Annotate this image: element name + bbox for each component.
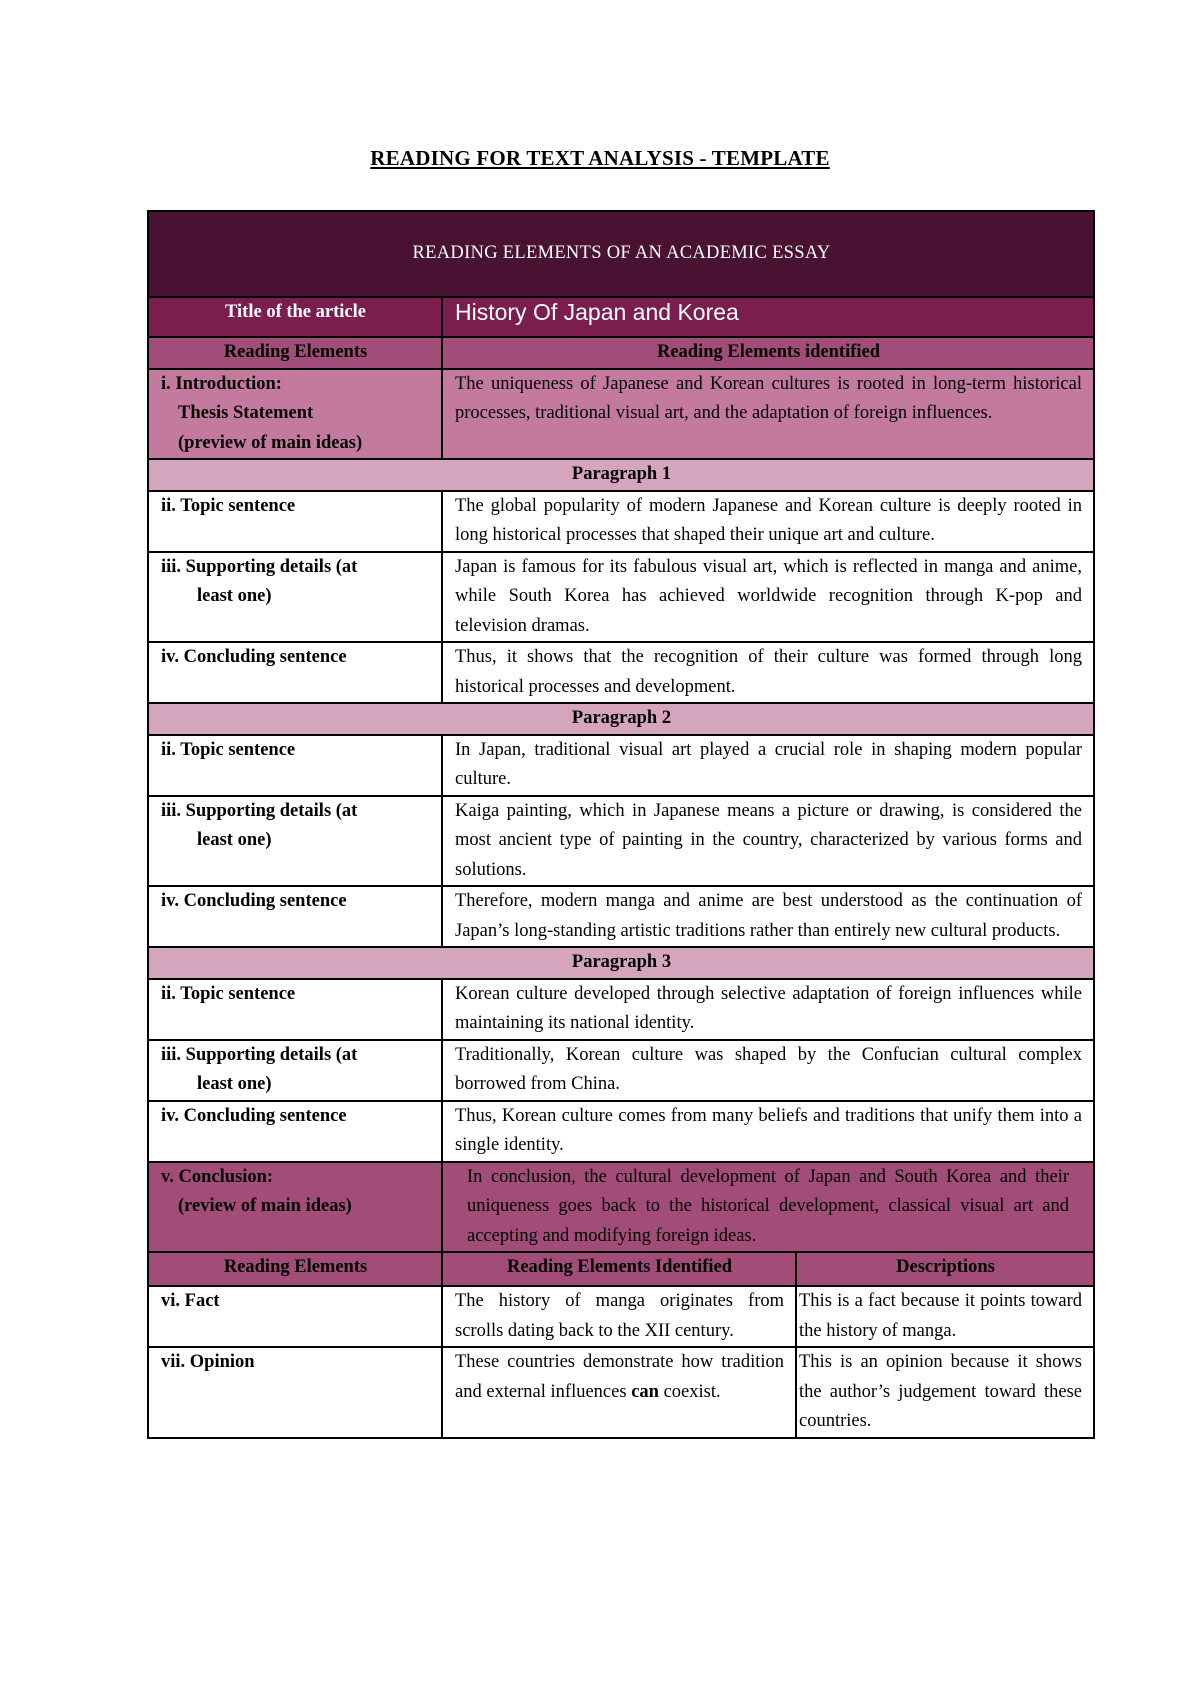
paragraph-1-concluding-row [148, 642, 1094, 703]
conclusion-text: In conclusion, the cultural development of Japan and South Korea and their uniqueness goes back to the historical development, classical visual art and accepting and modifying foreign ideas. [442, 1162, 1094, 1253]
support-label-line2: least one) [197, 830, 272, 850]
fact-identified: The history of manga originates from scrolls dating back to the XII century. [442, 1286, 796, 1347]
fact-row [148, 1286, 1094, 1347]
fact-description: This is a fact because it points toward the history of manga. [796, 1286, 1094, 1347]
paragraph-2-topic-row [148, 735, 1094, 796]
topic-label: ii. Topic sentence [148, 979, 442, 1040]
paragraph-1-heading-row [148, 459, 1094, 491]
bottom-col-identified: Reading Elements Identified [442, 1252, 796, 1286]
opinion-text-pre: These countries demonstrate how tradition and external influences [455, 1352, 784, 1402]
bottom-col-descriptions: Descriptions [796, 1252, 1094, 1286]
title-row [148, 297, 1094, 337]
paragraph-heading: Paragraph 1 [148, 459, 1094, 491]
paragraph-3-heading-row [148, 947, 1094, 979]
support-label [148, 1040, 442, 1101]
analysis-table [147, 210, 1095, 1439]
conclusion-label [148, 1162, 442, 1253]
concluding-text: Therefore, modern manga and anime are best understood as the continuation of Japan’s long-standing artistic traditions rather than entirely new cultural products. [442, 886, 1094, 947]
introduction-row [148, 369, 1094, 460]
conclusion-label-line2: (review of main ideas) [178, 1196, 352, 1216]
opinion-label: vii. Opinion [148, 1347, 442, 1438]
paragraph-heading: Paragraph 2 [148, 703, 1094, 735]
table-header-row [148, 211, 1094, 297]
topic-text: The global popularity of modern Japanese and Korean culture is deeply rooted in long historical processes that shaped their unique art and culture. [442, 491, 1094, 552]
topic-label: ii. Topic sentence [148, 491, 442, 552]
concluding-label: iv. Concluding sentence [148, 1101, 442, 1162]
document-title: READING FOR TEXT ANALYSIS - TEMPLATE [370, 146, 830, 170]
support-label-line1: iii. Supporting details (at [161, 1044, 358, 1065]
paragraph-1-topic-row [148, 491, 1094, 552]
column-header-row [148, 337, 1094, 369]
topic-text: In Japan, traditional visual art played a crucial role in shaping modern popular culture. [442, 735, 1094, 796]
support-label [148, 552, 442, 643]
opinion-text-bold: can [631, 1381, 659, 1402]
opinion-row [148, 1347, 1094, 1438]
fact-label: vi. Fact [148, 1286, 442, 1347]
paragraph-3-concluding-row [148, 1101, 1094, 1162]
concluding-label: iv. Concluding sentence [148, 886, 442, 947]
paragraph-1-support-row [148, 552, 1094, 643]
support-label [148, 796, 442, 887]
paragraph-3-support-row [148, 1040, 1094, 1101]
opinion-text-post: coexist. [658, 1381, 721, 1402]
paragraph-heading: Paragraph 3 [148, 947, 1094, 979]
paragraph-3-topic-row [148, 979, 1094, 1040]
support-label-line1: iii. Supporting details (at [161, 556, 358, 577]
col-header-elements: Reading Elements [148, 337, 442, 369]
introduction-label [148, 369, 442, 460]
support-text: Traditionally, Korean culture was shaped by the Confucian cultural complex borrowed from China. [442, 1040, 1094, 1101]
support-label-line1: iii. Supporting details (at [161, 800, 358, 821]
conclusion-label-line1: v. Conclusion: [161, 1166, 274, 1187]
title-label: Title of the article [148, 297, 442, 337]
topic-text: Korean culture developed through selective adaptation of foreign influences while maintaining its national identity. [442, 979, 1094, 1040]
introduction-text: The uniqueness of Japanese and Korean cultures is rooted in long-term historical processes, traditional visual art, and the adaptation of foreign influences. [442, 369, 1094, 460]
table-header: READING ELEMENTS OF AN ACADEMIC ESSAY [148, 211, 1094, 297]
paragraph-2-concluding-row [148, 886, 1094, 947]
topic-label: ii. Topic sentence [148, 735, 442, 796]
introduction-label-line2: Thesis Statement [178, 403, 314, 423]
bottom-header-row [148, 1252, 1094, 1286]
concluding-text: Thus, it shows that the recognition of their culture was formed through long historical processes and development. [442, 642, 1094, 703]
concluding-text: Thus, Korean culture comes from many beliefs and traditions that unify them into a single identity. [442, 1101, 1094, 1162]
support-text: Japan is famous for its fabulous visual art, which is reflected in manga and anime, while South Korea has achieved worldwide recognition through K-pop and television dramas. [442, 552, 1094, 643]
support-label-line2: least one) [197, 1074, 272, 1094]
support-text: Kaiga painting, which in Japanese means a picture or drawing, is considered the most ancient type of painting in the country, characterized by various forms and solutions. [442, 796, 1094, 887]
article-title: History Of Japan and Korea [442, 297, 1094, 337]
conclusion-row [148, 1162, 1094, 1253]
opinion-identified [442, 1347, 796, 1438]
paragraph-2-support-row [148, 796, 1094, 887]
introduction-label-line3: (preview of main ideas) [178, 432, 363, 453]
support-label-line2: least one) [197, 586, 272, 606]
paragraph-2-heading-row [148, 703, 1094, 735]
bottom-col-elements: Reading Elements [148, 1252, 442, 1286]
col-header-identified: Reading Elements identified [442, 337, 1094, 369]
concluding-label: iv. Concluding sentence [148, 642, 442, 703]
opinion-description: This is an opinion because it shows the author’s judgement toward these countries. [796, 1347, 1094, 1438]
introduction-label-line1: i. Introduction: [161, 373, 282, 394]
